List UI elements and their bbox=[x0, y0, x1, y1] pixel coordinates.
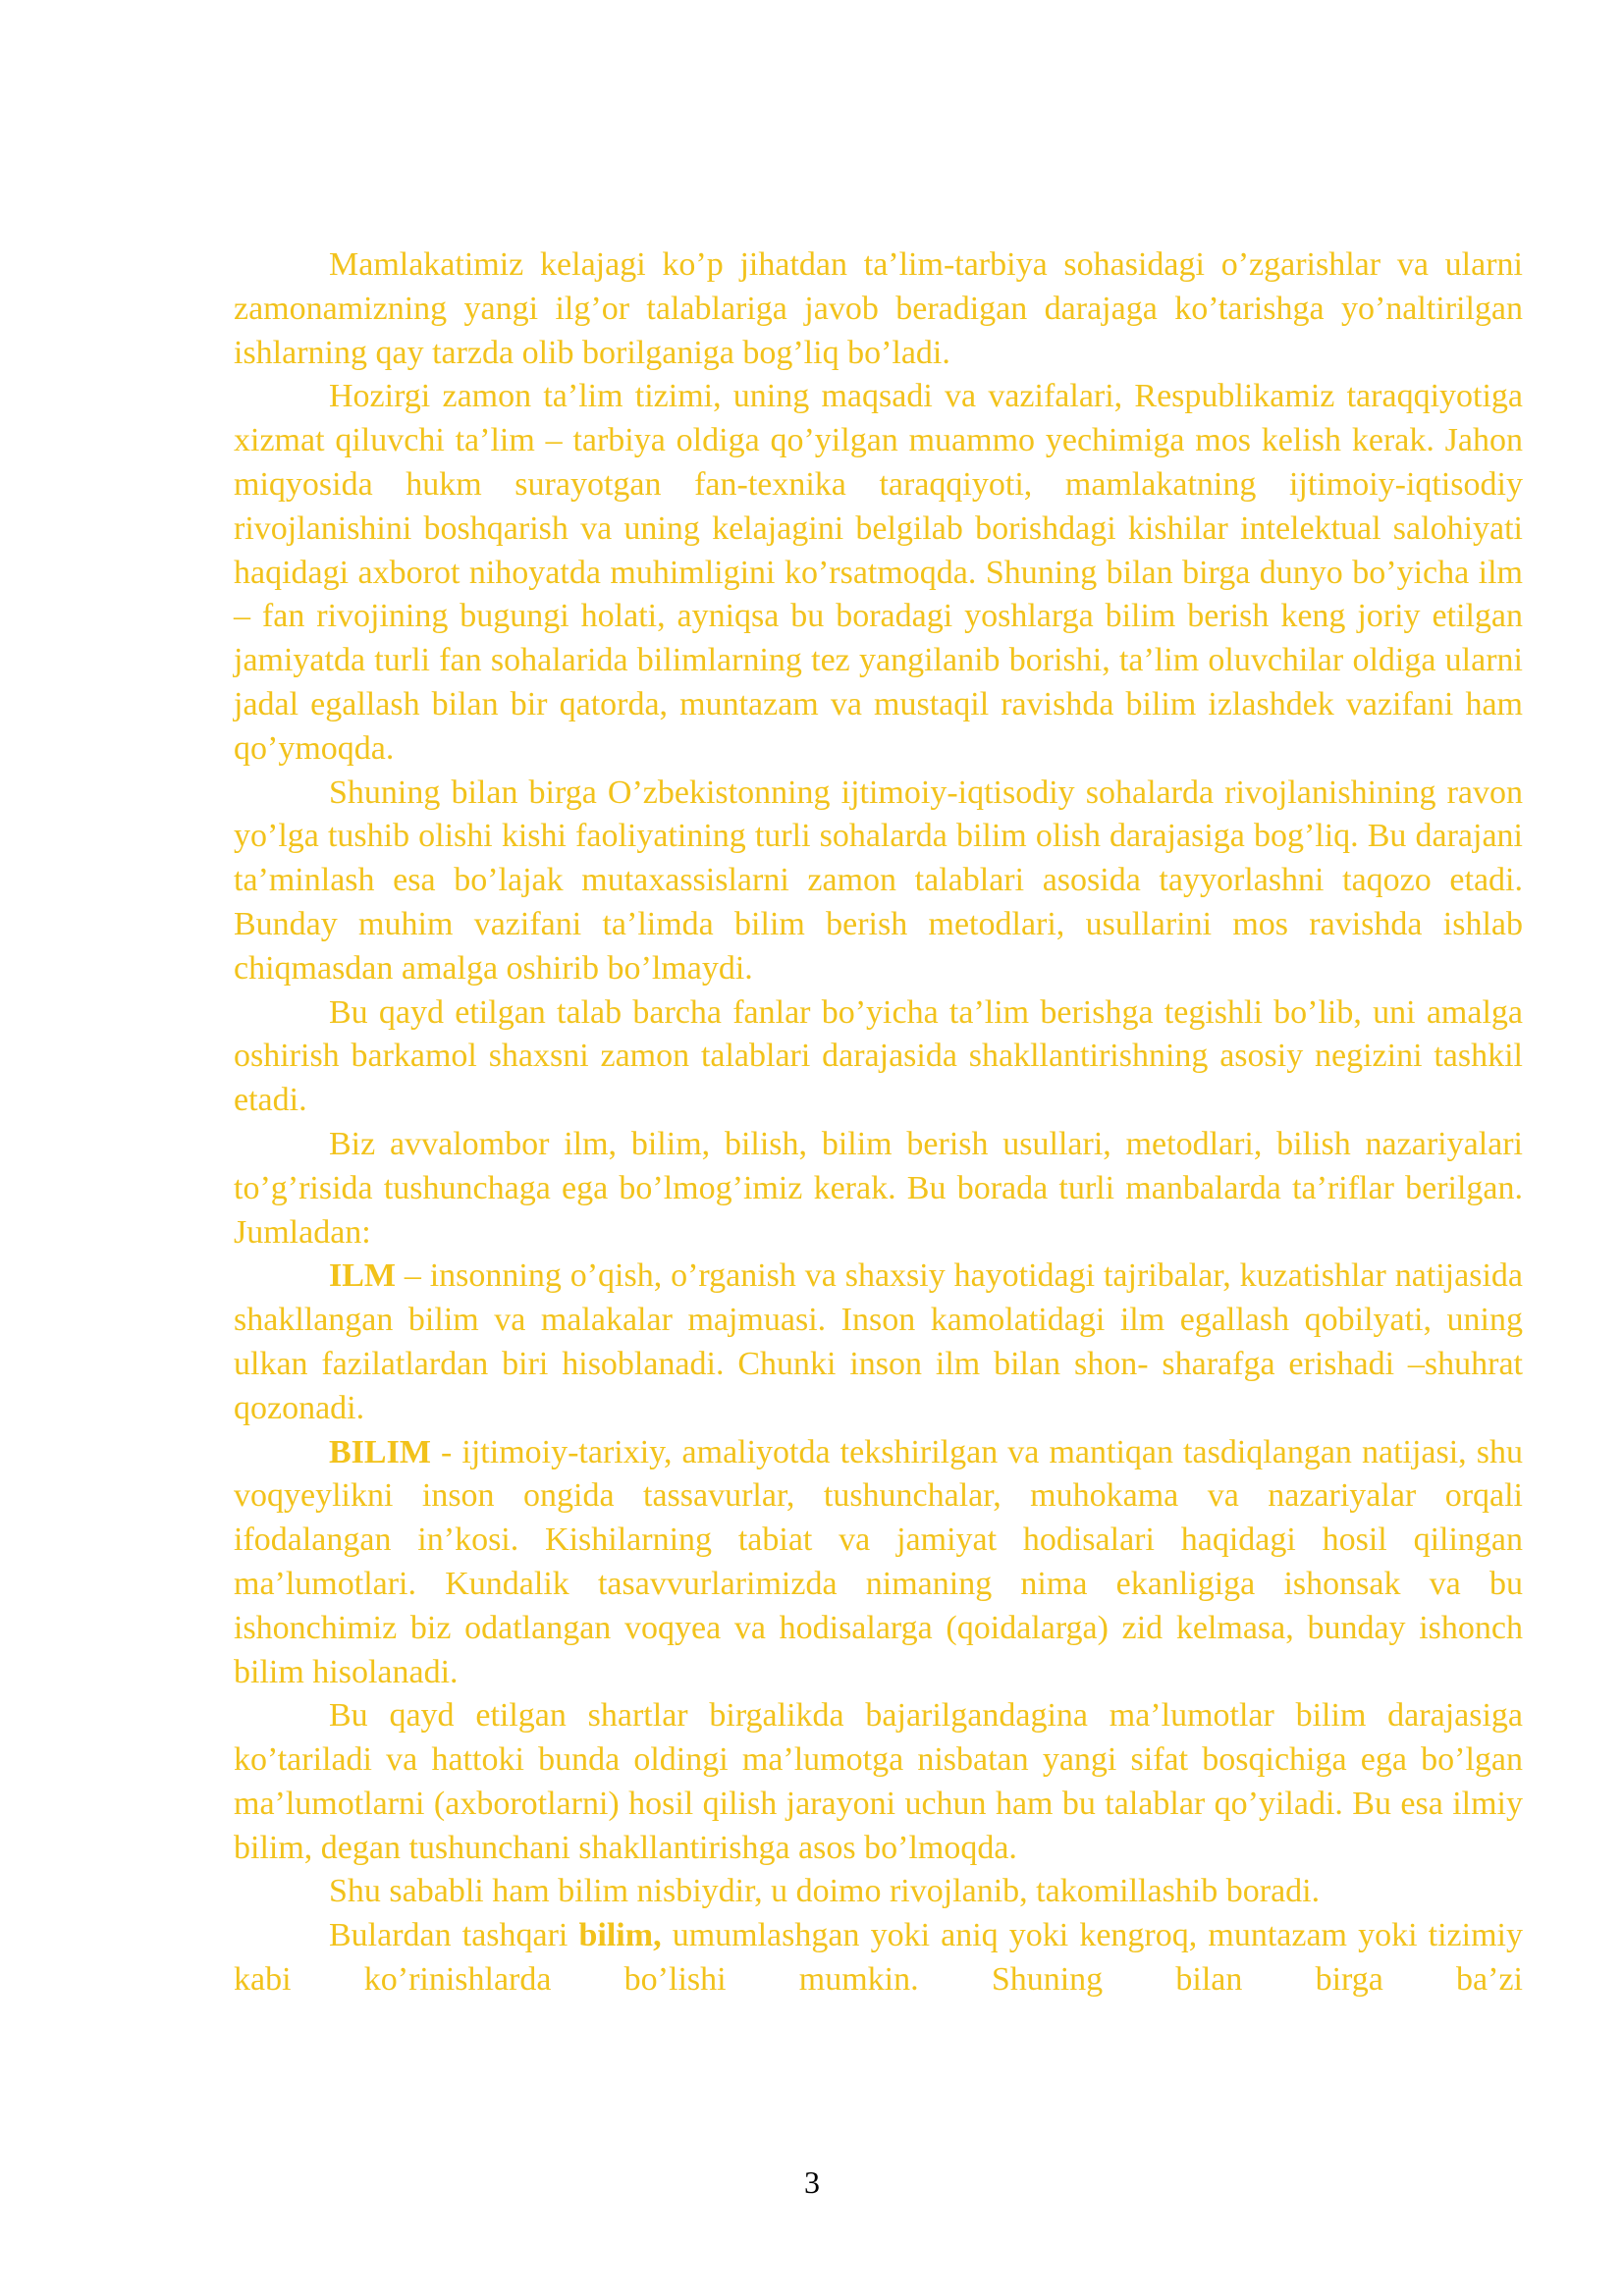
paragraph-ilm-definition bbox=[234, 1255, 1523, 1430]
term-ilm: ILM bbox=[329, 1257, 396, 1295]
term-bilim-inline: bilim, bbox=[578, 1917, 662, 1954]
document-body bbox=[234, 243, 1523, 2002]
paragraph-bilim-definition bbox=[234, 1431, 1523, 1695]
paragraph-text: Shuning bilan birga O’zbekistonning ijtimoiy-iqtisodiy sohalarda rivojlanishining ravon yo’lga tushib olishi kishi faoliyatining turli sohalarda bilim olish darajasiga bog’liq. Bu darajani ta’minlash esa bo’lajak mutaxassislarni zamon talablari asosida tayyorlashni taqozo etadi. Bunday muhim vazifani ta’limda bilim berish metodlari, usullarini mos ravishda ishlab chiqmasdan amalga oshirib bo’lmaydi. bbox=[234, 774, 1523, 987]
paragraph-text: Shu sababli ham bilim nisbiydir, u doimo rivojlanib, takomillashib boradi. bbox=[329, 1873, 1321, 1910]
paragraph-text: - ijtimoiy-tarixiy, amaliyotda tekshirilgan va mantiqan tasdiqlangan natijasi, shu voqyeylikni inson ongida tassavurlar, tushunchalar, muhokama va nazariyalar orqali ifodalangan in’kosi. Kishilarning tabiat va jamiyat hodisalari haqidagi hosil qilingan ma’lumotlari. Kundalik tasavvurlarimizda nimaning nima ekanligiga ishonsak va bu ishonchimiz biz odatlangan voqyea va hodisalarga (qoidalarga) zid kelmasa, bunday ishonch bilim hisolanadi. bbox=[234, 1433, 1523, 1690]
paragraph-4 bbox=[234, 991, 1523, 1123]
paragraph-8 bbox=[234, 1694, 1523, 1870]
paragraph-9 bbox=[234, 1870, 1523, 1914]
paragraph-10 bbox=[234, 1914, 1523, 2002]
paragraph-text: Hozirgi zamon ta’lim tizimi, uning maqsadi va vazifalari, Respublikamiz taraqqiyotiga xizmat qiluvchi ta’lim – tarbiya oldiga qo’yilgan muammo yechimiga mos kelish kerak. Jahon miqyosida hukm surayotgan fan-texnika taraqqiyoti, mamlakatning ijtimoiy-iqtisodiy rivojlanishini boshqarish va uning kelajagini belgilab borishdagi kishilar intelektual salohiyati haqidagi axborot nihoyatda muhimligini ko’rsatmoqda. Shuning bilan birga dunyo bo’yicha ilm – fan rivojining bugungi holati, ayniqsa bu boradagi yoshlarga bilim berish keng joriy etilgan jamiyatda turli fan sohalarida bilimlarning tez yangilanib borishi, ta’lim oluvchilar oldiga ularni jadal egallash bilan bir qatorda, muntazam va mustaqil ravishda bilim izlashdek vazifani ham qo’ymoqda. bbox=[234, 378, 1523, 767]
paragraph-text: Bu qayd etilgan talab barcha fanlar bo’yicha ta’lim berishga tegishli bo’lib, uni amalga oshirish barkamol shaxsni zamon talablari darajasida shakllantirishning asosiy negizini tashkil etadi. bbox=[234, 993, 1523, 1119]
paragraph-2 bbox=[234, 375, 1523, 771]
paragraph-text-continued: umumlashgan yoki aniq yoki kengroq, muntazam yoki tizimiy kabi ko’rinishlarda bo’lishi mumkin. Shuning bilan birga ba’zi bbox=[234, 1917, 1523, 1999]
paragraph-3 bbox=[234, 772, 1523, 991]
paragraph-5 bbox=[234, 1123, 1523, 1255]
paragraph-text: – insonning o’qish, o’rganish va shaxsiy hayotidagi tajribalar, kuzatishlar natijasida shakllangan bilim va malakalar majmuasi. Inson kamolatidagi ilm egallash qobilyati, uning ulkan fazilatlardan biri hisoblanadi. Chunki inson ilm bilan shon- sharafga erishadi –shuhrat qozonadi. bbox=[234, 1257, 1523, 1426]
term-bilim: BILIM bbox=[329, 1433, 431, 1470]
paragraph-text: Bulardan tashqari bbox=[329, 1917, 579, 1954]
paragraph-text: Biz avvalombor ilm, bilim, bilish, bilim berish usullari, metodlari, bilish nazariyalari to’g’risida tushunchaga ega bo’lmog’imiz kerak. Bu borada turli manbalarda ta’riflar berilgan. Jumladan: bbox=[234, 1125, 1523, 1251]
paragraph-text: Bu qayd etilgan shartlar birgalikda bajarilgandagina ma’lumotlar bilim darajasiga ko’tariladi va hattoki bunda oldingi ma’lumotga nisbatan yangi sifat bosqichiga ega bo’lgan ma’lumotlarni (axborotlarni) hosil qilish jarayoni uchun ham bu talablar qo’yiladi. Bu esa ilmiy bilim, degan tushunchani shakllantirishga asos bo’lmoqda. bbox=[234, 1697, 1523, 1866]
paragraph-1 bbox=[234, 243, 1523, 375]
page-number: 3 bbox=[804, 2164, 820, 2200]
paragraph-text: Mamlakatimiz kelajagi ko’p jihatdan ta’lim-tarbiya sohasidagi o’zgarishlar va ularni zamonamizning yangi ilg’or talablariga javob beradigan darajaga ko’tarishga yo’naltirilgan ishlarning qay tarzda olib borilganiga bog’liq bo’ladi. bbox=[234, 246, 1523, 371]
